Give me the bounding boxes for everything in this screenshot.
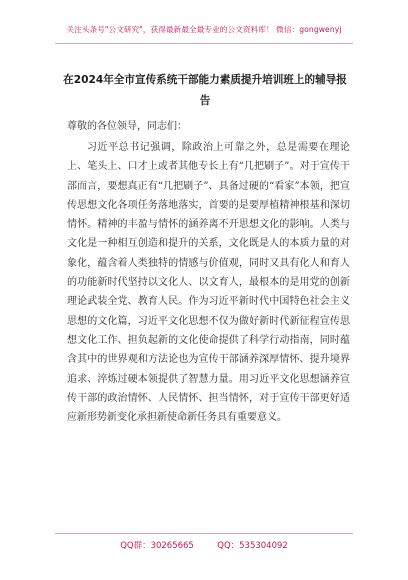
document-title: 在2024年全市宣传系统干部能力素质提升培训班上的辅导报告 [63,74,347,107]
footer-divider [55,533,353,534]
header-divider [55,43,353,44]
qq-number-label: QQ：535304092 [217,541,288,551]
qq-group-label: QQ群：30265665 [120,541,194,551]
salutation: 尊敬的各位领导，同志们： [67,121,187,132]
body-paragraph: 习近平总书记强调，除政治上可靠之外，总是需要在理论上、笔头上、口才上或者其他专长上有“几把刷子”。对于宣传干部而言，要想真正有“几把刷子”、具备过硬的“看家”本领，把宣传思想文化各项任务落地落实，首要的是要厚植精神根基和深切情怀。精神的丰盈与情怀的涵养离不开思想文化的影响。人类与文化是一种相互创造和提升的关系，文化既是人的本质力量的对象化，蕴含着人类独特的情感与价值观，同时又具有化人和育人的功能新时代坚持以文化人、以文育人，最根本的是用党的创新理论武装全党、教育人民。作为习近平新时代中国特色社会主义思想的文化篇，习近平文化思想不仅为做好新时代新征程宣传思想文化工作、担负起新的文化使命提供了科学行动指南，同时蕴含其中的世界观和方法论也为宣传干部涵养深厚情怀、提升境界追求、淬炼过硬本领提供了智慧力量。用习近平文化思想涵养宣传干部的政治情怀、人民情怀、担当情怀，对于宣传干部更好适应新形势新变化承担新使命新任务具有重要意义。 [67,142,350,424]
footer-contact [0,539,408,551]
header-banner: 关注头条号"公文研究"，获得最新最全最专业的公文资料库！ 微信：gongwenyj [66,25,342,34]
